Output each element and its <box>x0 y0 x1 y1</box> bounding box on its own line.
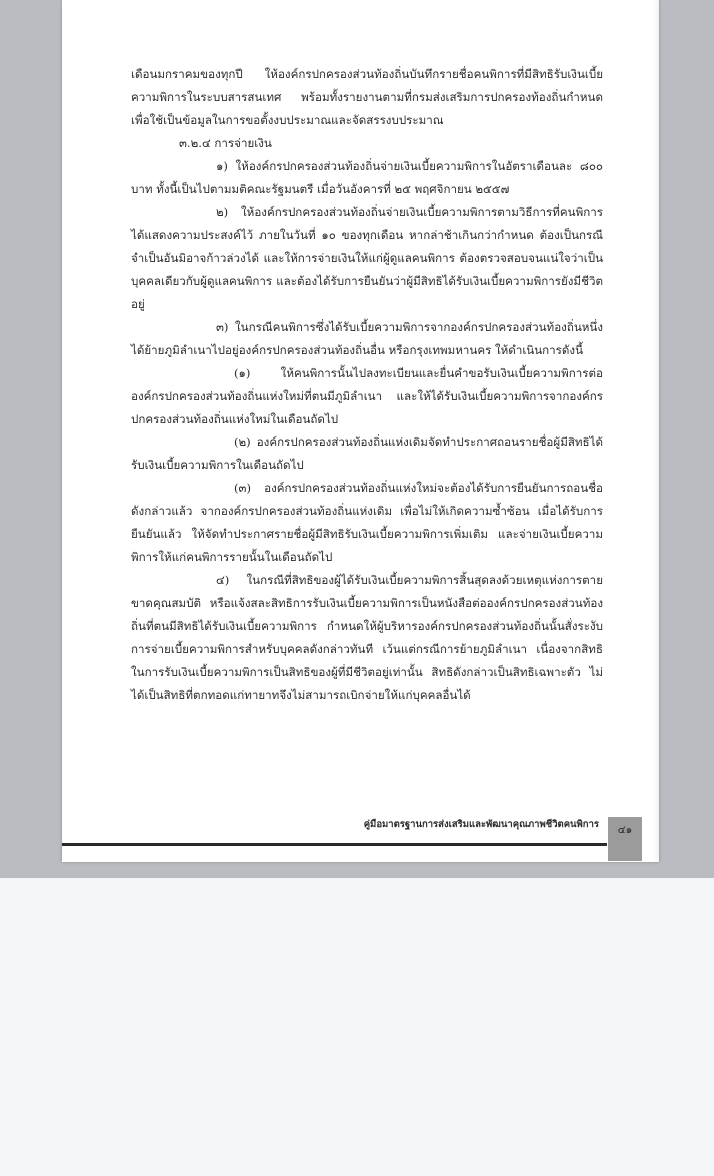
page-number: ๔๑ <box>608 817 642 861</box>
paragraph: เดือนมกราคมของทุกปี ให้องค์กรปกครองส่วนท้องถิ่นบันทึกรายชื่อคนพิการที่มีสิทธิรับเงินเบี้ยความพิการในระบบสารสนเทศ พร้อมทั้งรายงานตามที่กรมส่งเสริมการปกครองท้องถิ่นกำหนด เพื่อใช้เป็นข้อมูลในการขอตั้งงบประมาณและจัดสรรงบประมาณ <box>131 67 603 127</box>
footer-title: คู่มือมาตรฐานการส่งเสริมและพัฒนาคุณภาพชีวิตคนพิการ <box>363 819 599 830</box>
footer-rule <box>62 843 607 846</box>
sub-paragraph: (๓) องค์กรปกครองส่วนท้องถิ่นแห่งใหม่จะต้องได้รับการยืนยันการถอนชื่อดังกล่าวแล้ว จากองค์กรปกครองส่วนท้องถิ่นแห่งเดิม เพื่อไม่ให้เกิดความซ้ำซ้อน เมื่อได้รับการยืนยันแล้ว ให้จัดทำประกาศรายชื่อผู้มีสิทธิรับเงินเบี้ยความพิการเพิ่มเติม และจ่ายเงินเบี้ยความพิการให้แก่คนพิการรายนั้นในเดือนถัดไป <box>131 481 603 564</box>
paragraph: ๒) ให้องค์กรปกครองส่วนท้องถิ่นจ่ายเงินเบี้ยความพิการตามวิธีการที่คนพิการได้แสดงความประสงค์ไว้ ภายในวันที่ ๑๐ ของทุกเดือน หากล่าช้าเกินกว่ากำหนด ต้องเป็นกรณีจำเป็นอันมิอาจก้าวล่วงได้ และให้การจ่ายเงินให้แก่ผู้ดูแลคนพิการ ต้องตรวจสอบจนแน่ใจว่าเป็นบุคคลเดียวกับผู้ดูแลคนพิการ และต้องได้รับการยืนยันว่าผู้มีสิทธิได้รับเงินเบี้ยความพิการยังมีชีวิตอยู่ <box>131 205 603 311</box>
paragraph: ๑) ให้องค์กรปกครองส่วนท้องถิ่นจ่ายเงินเบี้ยความพิการในอัตราเดือนละ ๘๐๐ บาท ทั้งนี้เป็นไปตามมติคณะรัฐมนตรี เมื่อวันอังคารที่ ๒๕ พฤศจิกายน ๒๕๕๗ <box>131 159 603 196</box>
document-page <box>62 0 659 862</box>
paragraph: ๔) ในกรณีที่สิทธิของผู้ได้รับเงินเบี้ยความพิการสิ้นสุดลงด้วยเหตุแห่งการตาย ขาดคุณสมบัติ หรือแจ้งสละสิทธิการรับเงินเบี้ยความพิการเป็นหนังสือต่อองค์กรปกครองส่วนท้องถิ่นที่ตนมีสิทธิได้รับเงินเบี้ยความพิการ กำหนดให้ผู้บริหารองค์กรปกครองส่วนท้องถิ่นนั้นสั่งระงับการจ่ายเบี้ยความพิการสำหรับบุคคลดังกล่าวทันที เว้นแต่กรณีการย้ายภูมิลำเนา เนื่องจากสิทธิในการรับเงินเบี้ยความพิการเป็นสิทธิของผู้ที่มีชีวิตอยู่เท่านั้น สิทธิดังกล่าวเป็นสิทธิเฉพาะตัว ไม่ได้เป็นสิทธิที่ตกทอดแก่ทายาทจึงไม่สามารถเบิกจ่ายให้แก่บุคคลอื่นได้ <box>131 573 603 702</box>
sub-paragraph: (๑) ให้คนพิการนั้นไปลงทะเบียนและยื่นคำขอรับเงินเบี้ยความพิการต่อองค์กรปกครองส่วนท้องถิ่นแห่งใหม่ที่ตนมีภูมิลำเนา และให้ได้รับเงินเบี้ยความพิการจากองค์กรปกครองส่วนท้องถิ่นแห่งใหม่ในเดือนถัดไป <box>131 366 603 426</box>
body-text <box>131 63 603 707</box>
paragraph: ๓) ในกรณีคนพิการซึ่งได้รับเบี้ยความพิการจากองค์กรปกครองส่วนท้องถิ่นหนึ่งได้ย้ายภูมิลำเนาไปอยู่องค์กรปกครองส่วนท้องถิ่นอื่น หรือกรุงเทพมหานคร ให้ดำเนินการดังนี้ <box>131 320 603 357</box>
sub-paragraph: (๒) องค์กรปกครองส่วนท้องถิ่นแห่งเดิมจัดทำประกาศถอนรายชื่อผู้มีสิทธิได้รับเงินเบี้ยความพิการในเดือนถัดไป <box>131 435 603 472</box>
section-heading: ๓.๒.๔ การจ่ายเงิน <box>179 136 272 150</box>
